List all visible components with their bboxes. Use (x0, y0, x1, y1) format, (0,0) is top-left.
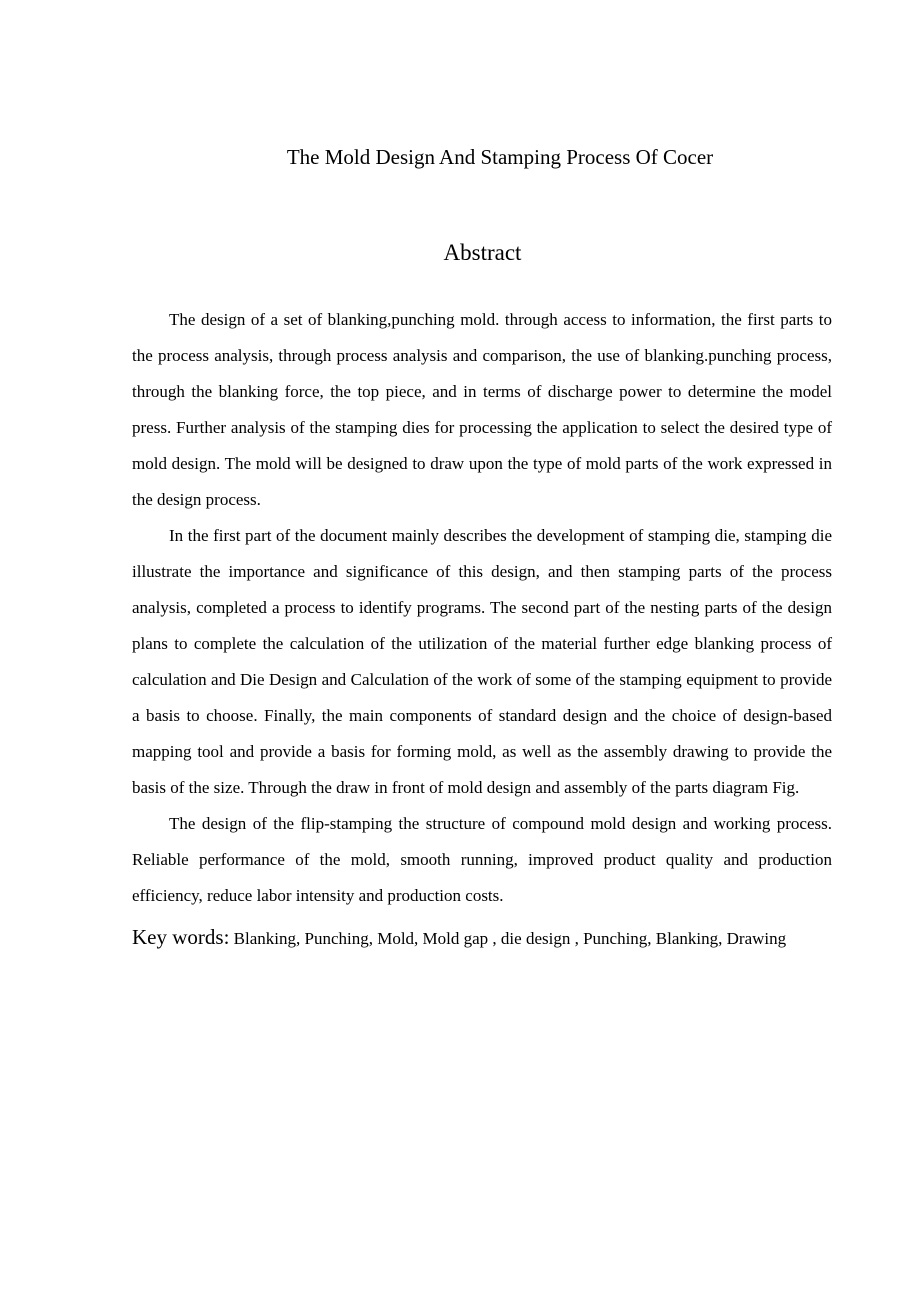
abstract-paragraph-1: The design of a set of blanking,punching mold. through access to information, the first parts to the process analysis, through process analysis and comparison, the use of blanking.punching process, through the blanking force, the top piece, and in terms of discharge power to determine the model press. Further analysis of the stamping dies for processing the application to select the desired type of mold design. The mold will be designed to draw upon the type of mold parts of the work expressed in the design process. (132, 310, 832, 509)
keywords-list: Blanking, Punching, Mold, Mold gap , die design , Punching, Blanking, Drawing (229, 929, 787, 948)
abstract-heading: Abstract (443, 240, 522, 265)
document-title: The Mold Design And Stamping Process Of Cocer (286, 145, 714, 169)
keywords-line (132, 916, 832, 960)
abstract-paragraph-2: In the first part of the document mainly describes the development of stamping die, stamping die illustrate the importance and significance of this design, and then stamping parts of the process analysis, completed a process to identify programs. The second part of the nesting parts of the design plans to complete the calculation of the utilization of the material further edge blanking process of calculation and Die Design and Calculation of the work of some of the stamping equipment to provide a basis to choose. Finally, the main components of standard design and the choice of design-based mapping tool and provide a basis for forming mold, as well as the assembly drawing to provide the basis of the size. Through the draw in front of mold design and assembly of the parts diagram Fig. (132, 526, 832, 797)
abstract-body (132, 302, 832, 960)
keywords-label: Key words: (132, 925, 230, 949)
abstract-paragraph-3: The design of the flip-stamping the structure of compound mold design and working process. Reliable performance of the mold, smooth running, improved product quality and production efficiency, reduce labor intensity and production costs. (132, 814, 832, 905)
